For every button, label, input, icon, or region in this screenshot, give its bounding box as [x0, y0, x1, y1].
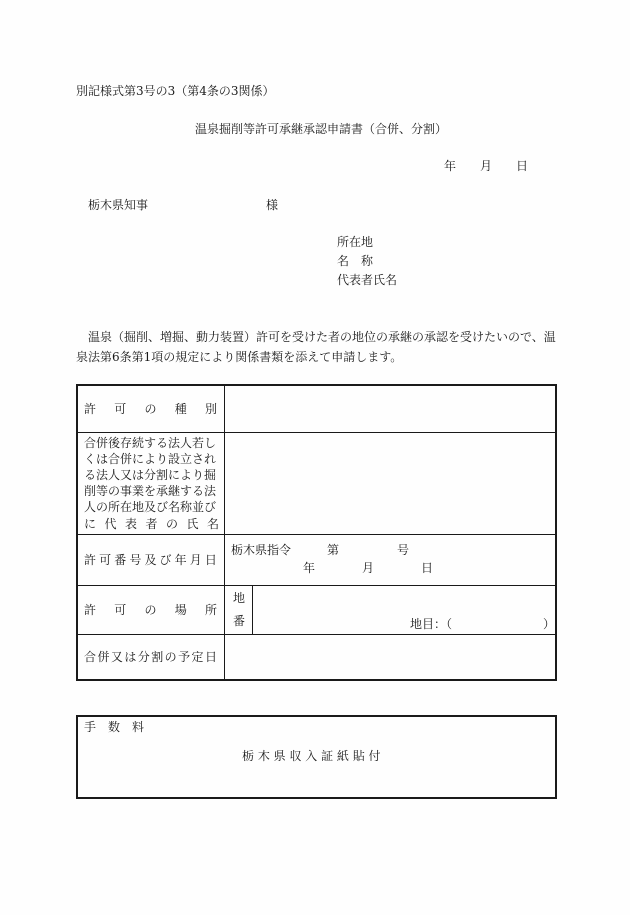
label-char: 日 [204, 650, 217, 665]
label-char: び [159, 553, 172, 568]
label-char: の [144, 402, 157, 417]
successor-label-line: 合併後存続する法人若し [84, 435, 217, 450]
successor-label [78, 433, 224, 534]
label-char: 場 [174, 603, 187, 618]
label-char: 許 [84, 553, 97, 568]
label-char: 及 [144, 553, 157, 568]
body-text: 温泉（掘削、増掘、動力装置）許可を受けた者の地位の承継の承認を受けたいので、温泉法第6条第1項の規定により関係書類を添えて申請します。 [76, 330, 556, 364]
chimoku-label: 地目：（ [410, 616, 453, 631]
label-char: 所 [204, 603, 217, 618]
chiban-subcell [225, 586, 253, 634]
chimoku-close: ） [543, 616, 556, 631]
application-table [76, 384, 557, 681]
fee-box [76, 715, 557, 799]
permit-type-label-cell [77, 385, 225, 432]
scheduled-date-label [78, 648, 224, 665]
label-char: は [124, 650, 137, 665]
permit-number-go: 号 [397, 542, 410, 557]
label-char: の [144, 603, 157, 618]
label-char: 許 [84, 402, 97, 417]
label-char: 月 [189, 553, 202, 568]
label-char: 予 [178, 650, 191, 665]
table-row-scheduled-date [77, 634, 556, 680]
successor-label-line: 人の所在地及び名称並び [84, 500, 217, 515]
table-row-permit-number [77, 534, 556, 585]
table-row-location [77, 585, 556, 634]
label-char: 番 [114, 553, 127, 568]
label-char: 定 [191, 650, 204, 665]
addressee-name: 栃木県知事 [88, 198, 149, 212]
form-number: 別記様式第3号の3（第4条の3関係） [76, 84, 275, 98]
scheduled-date-value[interactable] [225, 634, 557, 680]
successor-label-line: に代表者の氏名 [84, 516, 219, 531]
fee-label: 手 数 料 [84, 720, 145, 734]
chiban-char: 番 [233, 613, 246, 628]
label-char: 種 [174, 402, 187, 417]
successor-label-cell [77, 432, 225, 534]
page-title: 温泉掘削等許可承継承認申請書（合併、分割） [195, 122, 448, 136]
permit-number-prefix: 栃木県指令 [231, 542, 292, 557]
label-char: 許 [84, 603, 97, 618]
label-char: 可 [99, 553, 112, 568]
addressee-suffix: 様 [266, 198, 279, 212]
label-char: 割 [151, 650, 164, 665]
permit-date-month: 月 [362, 560, 375, 575]
label-char: 併 [97, 650, 110, 665]
label-char: 合 [84, 650, 97, 665]
permit-type-label [78, 400, 224, 417]
label-char: 日 [204, 553, 217, 568]
permit-number-label-cell [77, 534, 225, 585]
permit-number-dai: 第 [327, 542, 340, 557]
successor-value[interactable] [225, 432, 557, 534]
successor-label-line: くは合併により設立され [84, 451, 217, 466]
permit-date-day: 日 [421, 560, 434, 575]
permit-type-value[interactable] [225, 385, 557, 432]
successor-label-line: る法人又は分割により掘 [84, 467, 217, 482]
label-char: 別 [204, 402, 217, 417]
successor-label-line: 削等の事業を承継する法 [84, 484, 217, 499]
label-char: の [164, 650, 177, 665]
location-value[interactable] [225, 585, 557, 634]
location-label-cell [77, 585, 225, 634]
applicant-address-label: 所在地 [337, 235, 374, 249]
label-char: 年 [174, 553, 187, 568]
permit-number-value[interactable] [225, 534, 557, 585]
label-char: 号 [129, 553, 142, 568]
label-char: 可 [114, 603, 127, 618]
table-row-permit-type [77, 385, 556, 432]
label-char: 分 [137, 650, 150, 665]
date-year: 年 [444, 159, 457, 173]
stamp-instruction: 栃 木 県 収 入 証 紙 貼 付 [242, 749, 381, 763]
label-char: 可 [114, 402, 127, 417]
permit-number-label [78, 551, 224, 568]
permit-date-year: 年 [303, 560, 316, 575]
table-row-successor [77, 432, 556, 534]
applicant-name-label: 名 称 [337, 254, 374, 268]
label-char: 又 [110, 650, 123, 665]
date-month: 月 [480, 159, 493, 173]
date-day: 日 [516, 159, 529, 173]
location-label [78, 601, 224, 618]
scheduled-date-label-cell [77, 634, 225, 680]
chiban-char: 地 [233, 590, 246, 605]
applicant-rep-label: 代表者氏名 [337, 273, 398, 287]
